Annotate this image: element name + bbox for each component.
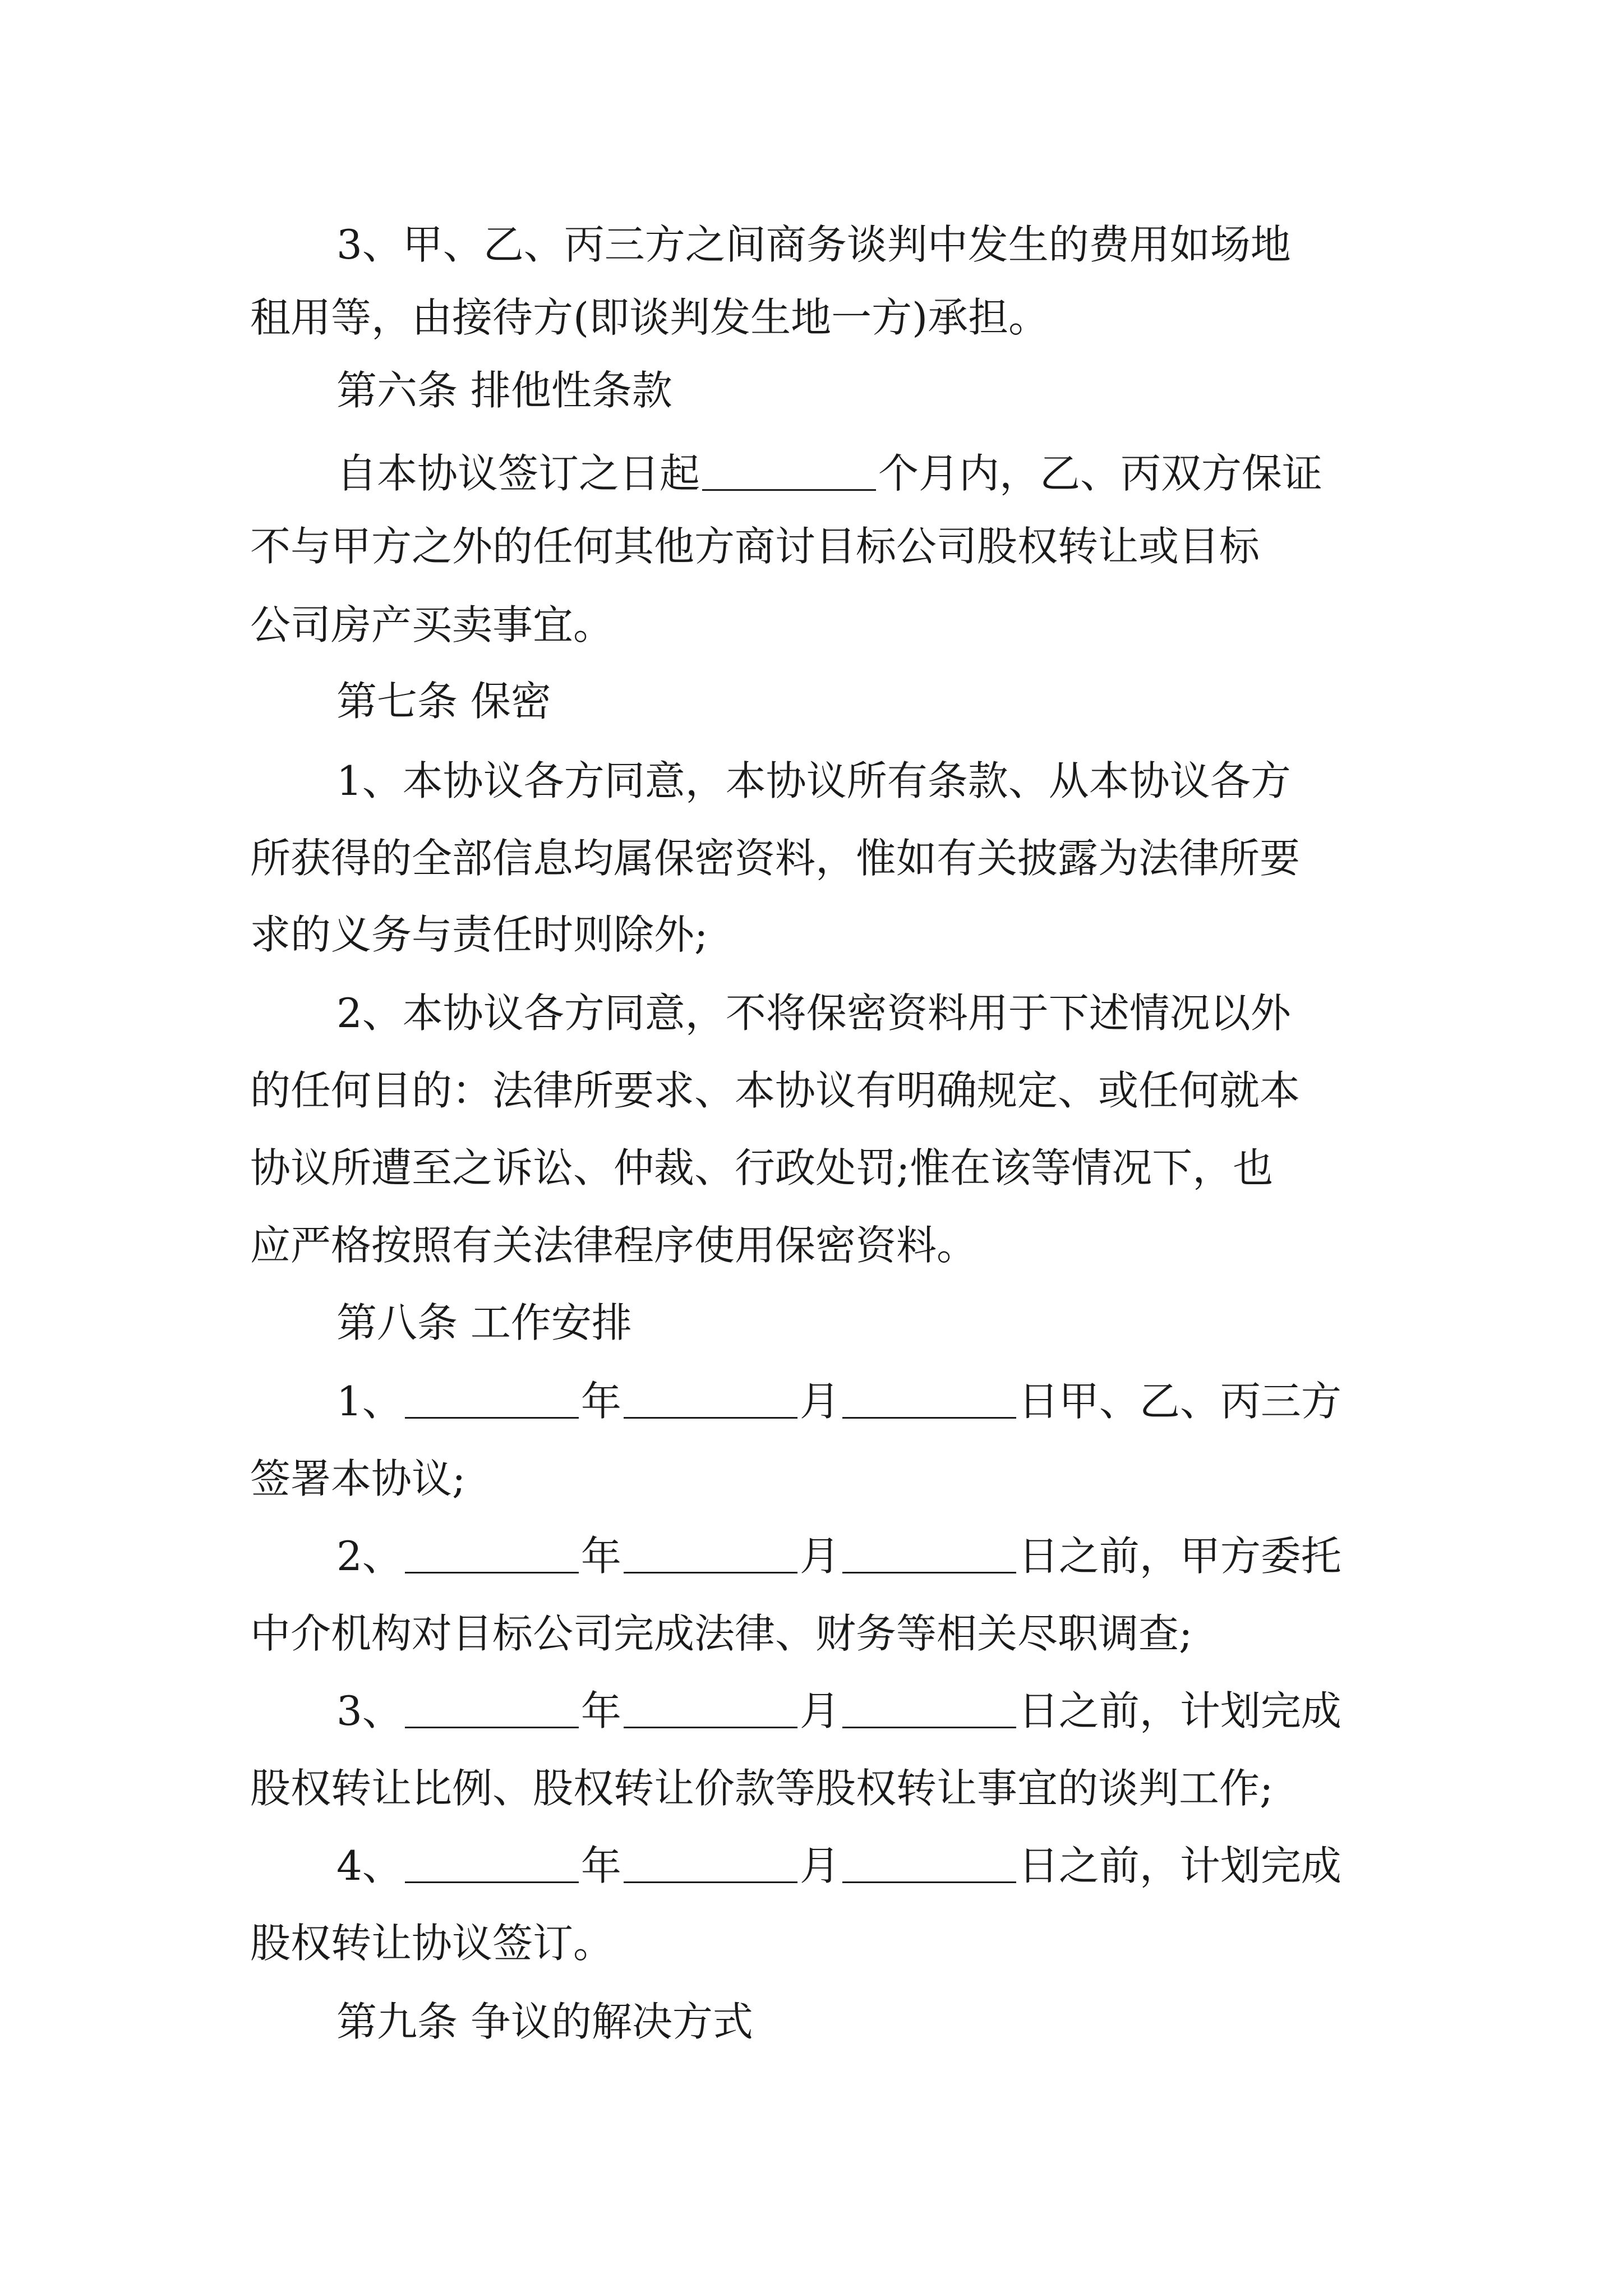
text-line — [0, 1051, 1623, 1130]
text-line — [0, 1206, 1623, 1285]
section-heading-text: 第九条 争议的解决方式 — [336, 1998, 753, 2045]
text-segment: 的任何目的：法律所要求、本协议有明确规定、或任何就本 — [250, 1067, 1301, 1114]
fill-blank — [624, 1377, 797, 1419]
fill-blank — [405, 1686, 579, 1728]
text-line — [0, 1749, 1623, 1828]
text-line — [0, 1439, 1623, 1518]
section-heading — [0, 662, 1623, 740]
text-segment: 应严格按照有关法律程序使用保密资料。 — [250, 1222, 978, 1269]
text-line — [0, 819, 1623, 898]
text-line — [0, 1904, 1623, 1982]
section-heading — [0, 1283, 1623, 1362]
fill-blank — [842, 1686, 1016, 1728]
text-segment: 年 — [580, 1533, 621, 1580]
text-line — [0, 1129, 1623, 1207]
text-segment: 月 — [799, 1687, 840, 1734]
text-line — [0, 507, 1623, 586]
text-segment: 2、 — [336, 1533, 403, 1580]
text-segment: 租用等，由接待方(即谈判发生地一方)承担。 — [250, 294, 1049, 341]
text-line — [0, 974, 1623, 1052]
text-segment: 日甲、乙、丙三方 — [1018, 1378, 1341, 1425]
fill-blank — [842, 1377, 1016, 1419]
fill-blank — [405, 1531, 579, 1573]
section-heading — [0, 351, 1623, 430]
text-segment: 4、 — [336, 1842, 403, 1889]
text-segment: 日之前，甲方委托 — [1018, 1533, 1341, 1580]
text-segment: 公司房产买卖事宜。 — [250, 601, 614, 648]
text-segment: 自本协议签订之日起 — [336, 450, 700, 497]
text-segment: 所获得的全部信息均属保密资料，惟如有关披露为法律所要 — [250, 835, 1301, 882]
section-heading-text: 第六条 排他性条款 — [336, 367, 672, 414]
text-segment: 年 — [580, 1687, 621, 1734]
text-line — [0, 278, 1623, 357]
text-segment: 签署本协议; — [250, 1455, 466, 1502]
text-line — [0, 1517, 1623, 1595]
text-segment: 1、本协议各方同意，本协议所有条款、从本协议各方 — [336, 757, 1291, 804]
fill-blank — [624, 1531, 797, 1573]
text-segment: 求的义务与责任时则除外; — [250, 911, 708, 958]
text-line — [0, 586, 1623, 664]
text-line — [0, 434, 1623, 513]
text-segment: 日之前，计划完成 — [1018, 1842, 1341, 1889]
text-segment: 月 — [799, 1533, 840, 1580]
fill-blank — [702, 449, 876, 491]
section-heading-text: 第七条 保密 — [336, 678, 551, 725]
text-line — [0, 895, 1623, 974]
text-segment: 中介机构对目标公司完成法律、财务等相关尽职调查; — [250, 1610, 1193, 1657]
text-line — [0, 1362, 1623, 1441]
fill-blank — [624, 1841, 797, 1883]
text-line — [0, 742, 1623, 820]
text-line — [0, 1594, 1623, 1673]
text-segment: 2、本协议各方同意，不将保密资料用于下述情况以外 — [336, 990, 1291, 1037]
text-line — [0, 1672, 1623, 1750]
text-segment: 年 — [580, 1842, 621, 1889]
text-segment: 年 — [580, 1378, 621, 1425]
text-segment: 日之前，计划完成 — [1018, 1687, 1341, 1734]
text-line — [0, 205, 1623, 284]
text-segment: 1、 — [336, 1378, 403, 1425]
fill-blank — [405, 1377, 579, 1419]
text-segment: 不与甲方之外的任何其他方商讨目标公司股权转让或目标 — [250, 523, 1260, 570]
fill-blank — [842, 1531, 1016, 1573]
fill-blank — [405, 1841, 579, 1883]
text-line — [0, 1826, 1623, 1905]
text-segment: 个月内，乙、丙双方保证 — [878, 450, 1323, 497]
text-segment: 股权转让协议签订。 — [250, 1920, 614, 1967]
text-segment: 月 — [799, 1842, 840, 1889]
fill-blank — [624, 1686, 797, 1728]
section-heading — [0, 1982, 1623, 2061]
text-segment: 3、甲、乙、丙三方之间商务谈判中发生的费用如场地 — [336, 221, 1291, 268]
text-segment: 股权转让比例、股权转让价款等股权转让事宜的谈判工作; — [250, 1765, 1274, 1812]
section-heading-text: 第八条 工作安排 — [336, 1299, 632, 1346]
text-segment: 月 — [799, 1378, 840, 1425]
text-segment: 协议所遭至之诉讼、仲裁、行政处罚;惟在该等情况下，也 — [250, 1144, 1274, 1191]
text-segment: 3、 — [336, 1687, 403, 1734]
fill-blank — [842, 1841, 1016, 1883]
